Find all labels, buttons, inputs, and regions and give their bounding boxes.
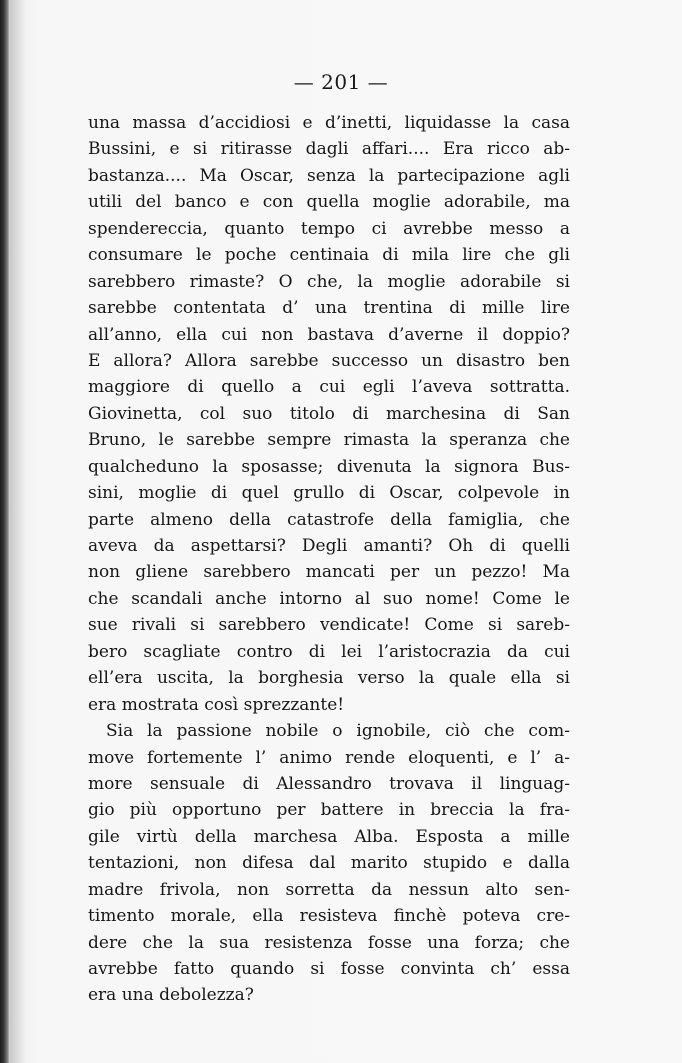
text-line: move fortemente l’ animo rende eloquenti, e l’ a- <box>88 747 570 768</box>
text-line: Giovinetta, col suo titolo di marchesina di San <box>88 403 570 424</box>
text-line: maggiore di quello a cui egli l’aveva sottratta. <box>88 377 570 398</box>
text-line: spendereccia, quanto tempo ci avrebbe messo a <box>88 218 570 239</box>
text-line: E allora? Allora sarebbe successo un disastro ben <box>88 350 570 371</box>
text-line: more sensuale di Alessandro trovava il linguag- <box>88 773 570 794</box>
paragraph-last-line: era una debolezza? <box>88 985 254 1006</box>
text-line: dere che la sua resistenza fosse una forza; che <box>88 932 570 953</box>
text-line: tentazioni, non difesa dal marito stupido e dalla <box>88 853 570 874</box>
binding-edge <box>0 0 10 1063</box>
text-line: non gliene sarebbero mancati per un pezzo! Ma <box>88 562 570 583</box>
text-line: avrebbe fatto quando si fosse convinta ch’ essa <box>88 959 570 979</box>
text-line: sarebbe contentata d’ una trentina di mille lire <box>88 298 570 319</box>
page-number-header: — 201 — <box>293 70 389 94</box>
text-line: qualcheduno la sposasse; divenuta la signora Bus- <box>88 456 570 477</box>
text-line: ell’era uscita, la borghesia verso la quale ella si <box>88 668 570 689</box>
text-line: parte almeno della catastrofe della famiglia, che <box>88 509 570 530</box>
text-line: Bussini, e si ritirasse dagli affari.... Era ricco ab- <box>88 139 570 160</box>
text-line: sue rivali si sarebbero vendicate! Come si sareb- <box>88 615 570 636</box>
text-line: gio più opportuno per battere in breccia la fra- <box>88 800 570 821</box>
text-line: gile virtù della marchesa Alba. Esposta a mille <box>88 826 570 847</box>
text-line: che scandali anche intorno al suo nome! Come le <box>88 588 570 609</box>
spine-shadow <box>10 0 26 1063</box>
text-line: aveva da aspettarsi? Degli amanti? Oh di quelli <box>88 536 570 556</box>
text-line: bastanza.... Ma Oscar, senza la partecipazione agli <box>88 165 570 186</box>
text-line: all’anno, ella cui non bastava d’averne il doppio? <box>88 324 570 345</box>
text-line: sini, moglie di quel grullo di Oscar, colpevole in <box>88 483 570 504</box>
text-line: bero scagliate contro di lei l’aristocrazia da cui <box>88 641 570 662</box>
body-text <box>88 110 570 1009</box>
text-line: consumare le poche centinaia di mila lire che gli <box>88 245 570 266</box>
text-line: una massa d’accidiosi e d’inetti, liquidasse la casa <box>88 113 570 133</box>
text-line: sarebbero rimaste? O che, la moglie adorabile si <box>88 271 570 292</box>
text-line: timento morale, ella resisteva finchè poteva cre- <box>88 906 570 927</box>
text-line: Bruno, le sarebbe sempre rimasta la speranza che <box>88 430 570 451</box>
text-line: madre frivola, non sorretta da nessun alto sen- <box>88 879 570 900</box>
text-line: utili del banco e con quella moglie adorabile, ma <box>88 192 570 213</box>
paragraph-first-line: Sia la passione nobile o ignobile, ciò che com- <box>106 721 570 742</box>
paragraph-last-line: era mostrata così sprezzante! <box>88 694 345 715</box>
